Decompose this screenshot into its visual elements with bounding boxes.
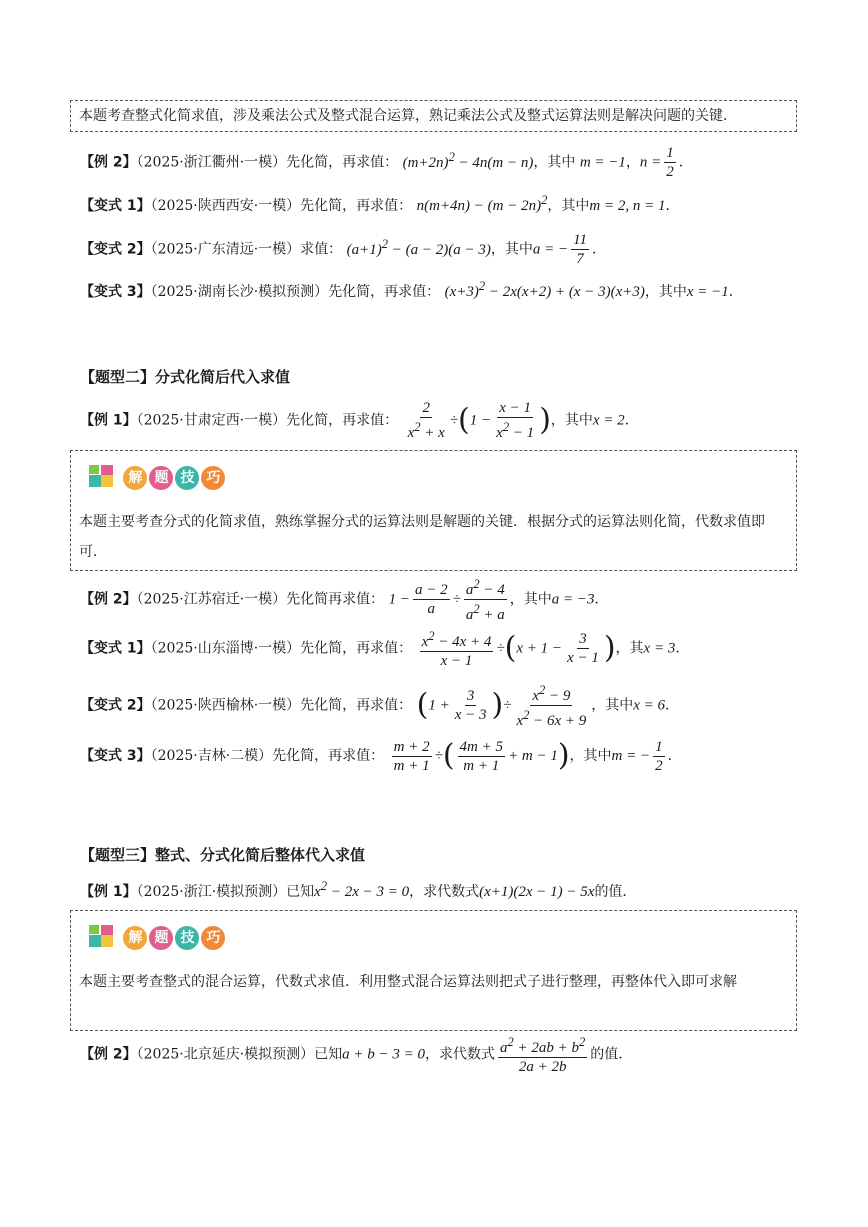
tip-badge-4: 巧 [201,466,225,490]
tip-header [87,463,227,493]
example-2: 【例 2】（2025·浙江衢州·一模）先化简，再求值： $(m+2n)^2 - 4n(m - n)$，其中 m = −1，n = $\frac{1}{2}$ ． [80,145,693,180]
variant-3: 【变式 3】（2025·湖南长沙·模拟预测）先化简，再求值： $(x+3)^2 - 2x(x+2) + (x - 3)(x+3)$，其中x = −1． [80,279,743,300]
tip-badge-2: 题 [149,926,173,950]
tip-box-2 [70,910,797,1031]
s2-example-2: 【例 2】（2025·江苏宿迁·一模）先化简再求值： 1 − $\frac{a - 2}{a}$ ÷ $\frac{a^2 - 4}{a^2 + a}$ ，其中a = −3． [80,577,609,623]
section-3-heading: 【题型三】整式、分式化简后整体代入求值 [80,846,366,864]
tip-badge-3: 技 [175,926,199,950]
variant-2: 【变式 2】（2025·广东清远·一模）求值： $(a+1)^2 - (a - 2)(a - 3)$，其中a = − $\frac{11}{7}$ ． [80,232,606,267]
s2-variant-1: 【变式 1】（2025·山东淄博·一模）先化简，再求值： $\frac{x^2 - 4x + 4}{x - 1}$ ÷(x + 1 − $\frac{3}{x - 1}$ )，其x = 3． [80,629,690,669]
s3-example-2: 【例 2】（2025·北京延庆·模拟预测）已知a + b − 3 = 0，求代数式 $\frac{a^2 + 2ab + b^2}{2a + 2b}$ 的值． [80,1035,633,1075]
tip-badge-1: 解 [123,926,147,950]
section-2-heading: 【题型二】分式化简后代入求值 [80,368,291,386]
puzzle-icon [87,463,119,493]
variant-1: 【变式 1】（2025·陕西西安·一模）先化简，再求值： $n(m+4n) - (m - 2n)^2$，其中m = 2, n = 1． [80,193,680,214]
s2-variant-3: 【变式 3】（2025·吉林·二模）先化简，再求值： $\frac{m + 2}{m + 1}$ ÷( $\frac{4m + 5}{m + 1}$ + m − 1)，其中m = − $\frac{1}{2}$ ． [80,738,682,774]
tip-box-1 [70,450,797,571]
tip-text-1: 本题主要考查分式的化简求值，熟练掌握分式的运算法则是解题的关键．根据分式的运算法则化简，代数求值即可． [79,514,765,560]
s2-example-1: 【例 1】（2025·甘肃定西·一模）先化简，再求值： $\frac{2}{x^2 + x}$ ÷(1 − $\frac{x - 1}{x^2 - 1}$ )，其中x = 2． [80,400,639,441]
tip-badge-2: 题 [149,466,173,490]
tip-badge-3: 技 [175,466,199,490]
tip-badge-1: 解 [123,466,147,490]
tip-header-2 [87,923,227,953]
summary-box [70,100,797,132]
tip-text-2: 本题主要考查整式的混合运算，代数式求值．利用整式混合运算法则把式子进行整理，再整体代入即可求解 [79,974,737,990]
s2-variant-2: 【变式 2】（2025·陕西榆林·一模）先化简，再求值： (1 + $\frac{3}{x - 3}$ )÷ $\frac{x^2 - 9}{x^2 - 6x + 9}$ ，其中x = 6． [80,683,680,729]
tip-badge-4: 巧 [201,926,225,950]
s3-example-1: 【例 1】（2025·浙江·模拟预测）已知$x^2 - 2x - 3 = 0$，求代数式(x+1)(2x − 1) − 5x的值． [80,879,637,900]
summary-text: 本题考查整式化简求值，涉及乘法公式及整式混合运算，熟记乘法公式及整式运算法则是解决问题的关键． [79,108,737,124]
puzzle-icon [87,923,119,953]
